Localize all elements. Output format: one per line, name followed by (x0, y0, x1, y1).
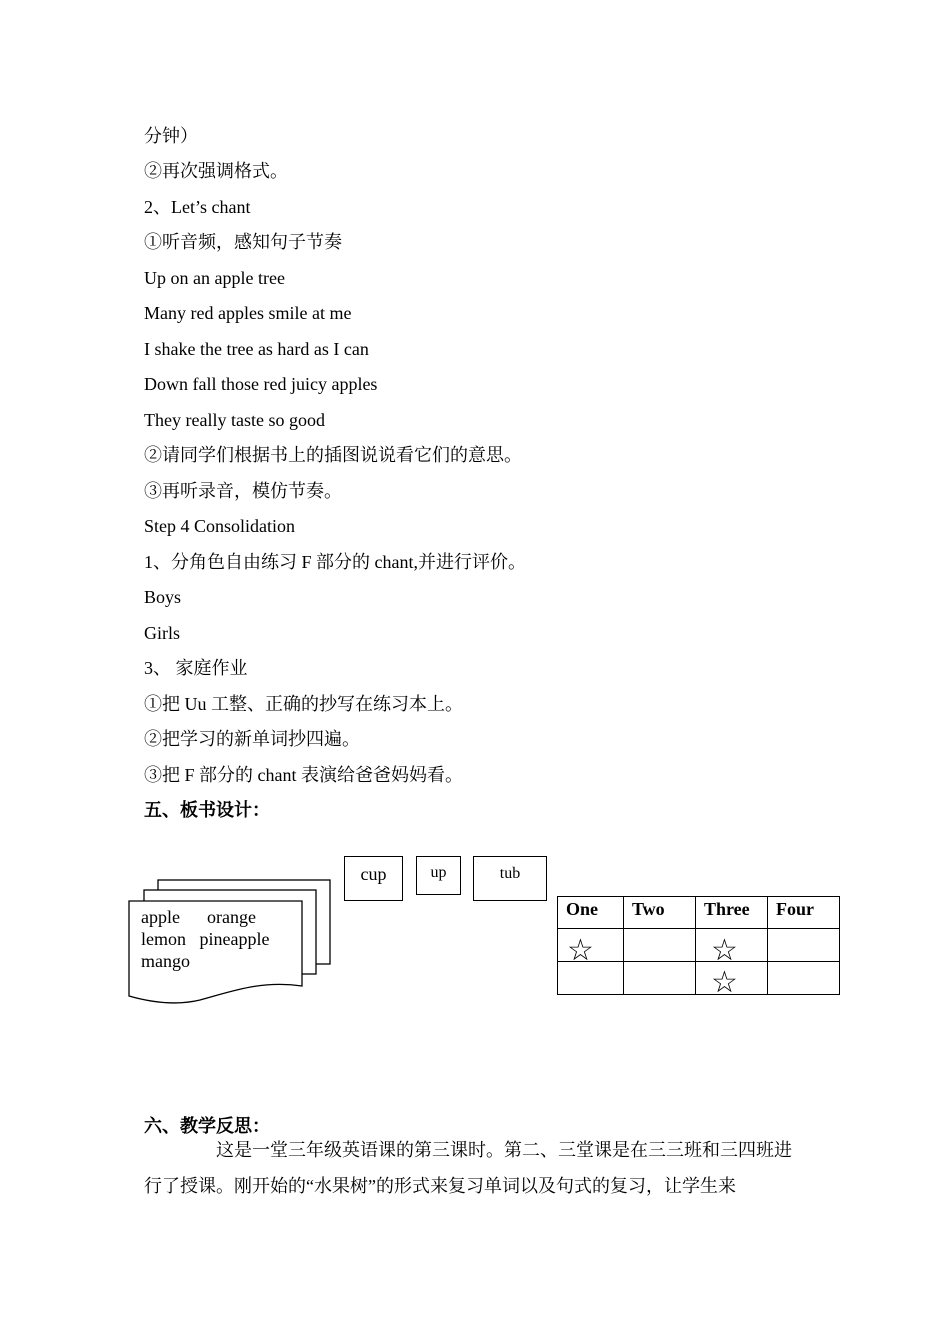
fruit-word-list: apple orange lemon pineapple mango (141, 907, 270, 971)
score-table (557, 896, 840, 995)
text-line: Up on an apple tree (144, 268, 285, 288)
table-cell (624, 962, 696, 995)
section-title-teaching-reflection: 六、教学反思： (144, 1116, 270, 1136)
text-line: ①听音频，感知句子节奏 (144, 232, 342, 252)
star-icon: ☆ (567, 933, 594, 968)
text-line: 1、分角色自由练习 F 部分的 chant,并进行评价。 (144, 552, 526, 572)
table-cell (624, 929, 696, 962)
star-icon: ☆ (711, 965, 738, 1000)
section-title-board-design: 五、板书设计： (144, 800, 270, 820)
text-line: Down fall those red juicy apples (144, 374, 378, 394)
word-card-cup: cup (344, 856, 403, 901)
text-line: ②再次强调格式。 (144, 161, 288, 181)
reflection-paragraph: 这是一堂三年级英语课的第三课时。第二、三堂课是在三三班和三四班进行了授课。刚开始的“水果树”的形式来复习单词以及句式的复习，让学生来 (144, 1140, 792, 1196)
text-line: 分钟） (144, 126, 198, 146)
word-card-up: up (416, 856, 461, 895)
table-header: Three (696, 897, 768, 929)
table-header: Four (768, 897, 840, 929)
table-cell (768, 962, 840, 995)
table-cell (768, 929, 840, 962)
text-line: 3、 家庭作业 (144, 658, 248, 678)
text-line: 2、Let’s chant (144, 197, 251, 217)
text-line: ③再听录音，模仿节奏。 (144, 481, 342, 501)
star-icon: ☆ (711, 933, 738, 968)
text-line: ②把学习的新单词抄四遍。 (144, 729, 360, 749)
text-line: Girls (144, 623, 180, 643)
text-line: ③把 F 部分的 chant 表演给爸爸妈妈看。 (144, 765, 463, 785)
word-card-tub: tub (473, 856, 547, 901)
text-line: They really taste so good (144, 410, 325, 430)
text-line: ①把 Uu 工整、正确的抄写在练习本上。 (144, 694, 463, 714)
text-line: Step 4 Consolidation (144, 516, 296, 536)
table-header: Two (624, 897, 696, 929)
table-header: One (558, 897, 624, 929)
text-line: Many red apples smile at me (144, 303, 352, 323)
text-line: I shake the tree as hard as I can (144, 339, 369, 359)
text-line: ②请同学们根据书上的插图说说看它们的意思。 (144, 445, 522, 465)
text-line: Boys (144, 587, 182, 607)
